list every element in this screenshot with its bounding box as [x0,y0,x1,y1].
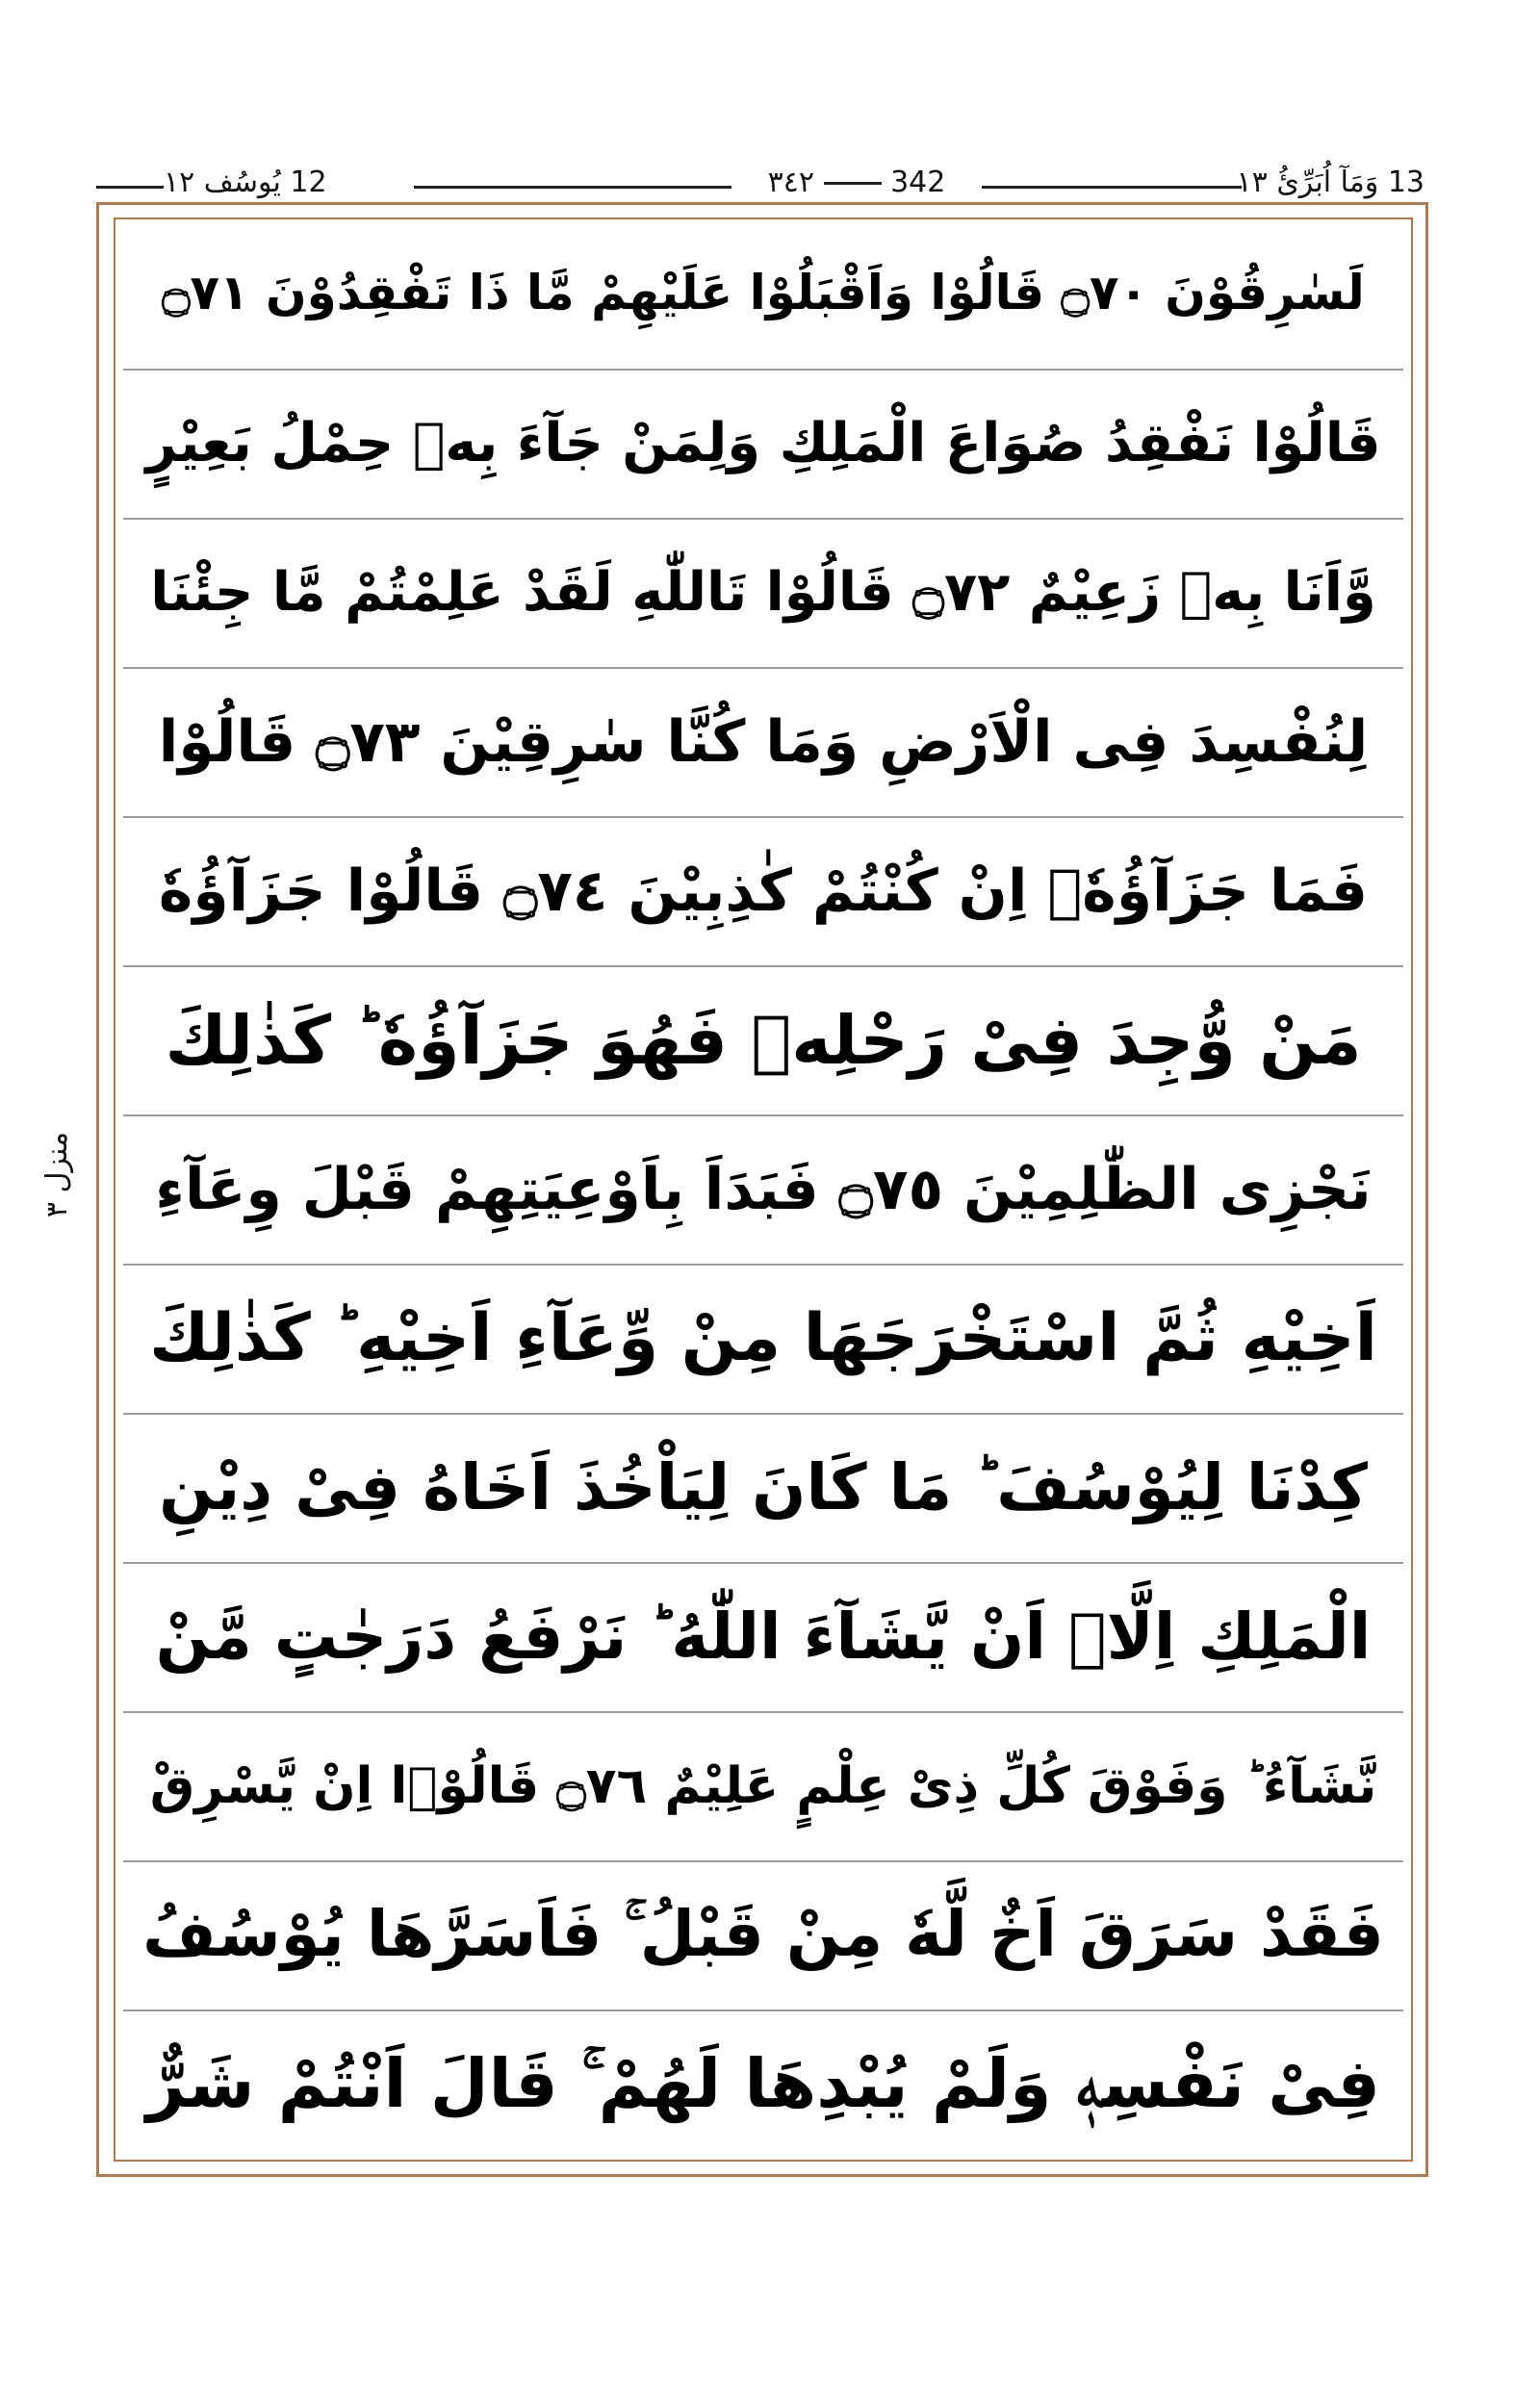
line-text: فَقَدْ سَرَقَ اَخٌ لَّهٗ مِنْ قَبْلُ ۚ فَاَسَرَّهَا یُوْسُفُ [142,1897,1384,1971]
manzil-label [19,1107,96,1242]
line-text: نَّشَآءُ ؕ وَفَوْقَ كُلِّ ذِیْ عِلْمٍ عَلِیْمٌ ۝٧٦ قَالُوْۤا اِنْ یَّسْرِقْ [149,1756,1377,1815]
line-text: لَسٰرِقُوْنَ ۝٧٠ قَالُوْا وَاَقْبَلُوْا عَلَیْهِمْ مَّا ذَا تَفْقِدُوْنَ ۝٧١ [162,264,1365,320]
line-text: وَّاَنَا بِهٖ زَعِیْمٌ ۝٧٢ قَالُوْا تَاللّٰهِ لَقَدْ عَلِمْتُمْ مَّا جِئْنَا [150,561,1376,624]
text-line-10 [123,1562,1403,1709]
header-rule-left [96,186,164,189]
line-text: مَنْ وُّجِدَ فِیْ رَحْلِهٖ فَهُوَ جَزَآؤُهٗ ؕ كَذٰلِكَ [165,1000,1362,1080]
line-text: قَالُوْا نَفْقِدُ صُوَاعَ الْمَلِكِ وَلِمَنْ جَآءَ بِهٖ حِمْلُ بَعِیْرٍ [145,412,1381,474]
text-line-6 [123,965,1403,1113]
text-line-4 [123,667,1403,814]
text-line-12 [123,1860,1403,2008]
text-line-11 [123,1711,1403,1858]
text-line-9 [123,1413,1403,1560]
line-text: لِنُفْسِدَ فِی الْاَرْضِ وَمَا كُنَّا سٰرِقِیْنَ ۝٧٣ قَالُوْا [158,707,1369,776]
text-line-13 [123,2010,1403,2157]
line-text: اَخِیْهِ ثُمَّ اسْتَخْرَجَهَا مِنْ وِّعَآءِ اَخِیْهِ ؕ كَذٰلِكَ [149,1300,1377,1376]
quran-text-block [123,219,1403,2158]
text-line-8 [123,1264,1403,1411]
page-number-latin: 342 [890,166,946,199]
line-text: فَمَا جَزَآؤُهٗۤ اِنْ كُنْتُمْ كٰذِبِیْنَ ۝٧٤ قَالُوْا جَزَآؤُهٗ [158,857,1369,925]
page-number-arabic: ٣٤٢ [767,166,814,199]
page-number [732,159,982,207]
text-line-1 [123,219,1403,365]
text-line-2 [123,369,1403,516]
text-line-7 [123,1114,1403,1262]
line-text: الْمَلِكِ اِلَّاۤ اَنْ یَّشَآءَ اللّٰهُ ؕ نَرْفَعُ دَرَجٰتٍ مَّنْ [155,1600,1372,1674]
header-rule-mid-right [982,186,1242,189]
line-text: نَجْزِی الظّٰلِمِیْنَ ۝٧٥ فَبَدَاَ بِاَوْعِیَتِهِمْ قَبْلَ وِعَآءِ [155,1155,1372,1223]
line-text: فِیْ نَفْسِهٖ وَلَمْ یُبْدِهَا لَهُمْ ۚ قَالَ اَنْتُمْ شَرٌّ [146,2044,1380,2123]
header-rule-mid-left [414,186,732,189]
text-line-5 [123,816,1403,963]
text-line-3 [123,518,1403,665]
page-header [96,159,1424,207]
line-text: كِدْنَا لِیُوْسُفَ ؕ مَا كَانَ لِیَاْخُذَ اَخَاهُ فِیْ دِیْنِ [159,1450,1368,1524]
surah-name-label: 12 یُوسُف ١٢ [164,166,327,199]
juz-name-label: 13 وَمَآ اُبَرِّئُ ١٣ [1236,166,1424,199]
manzil-label-text: منزل ٣ [40,1131,75,1217]
